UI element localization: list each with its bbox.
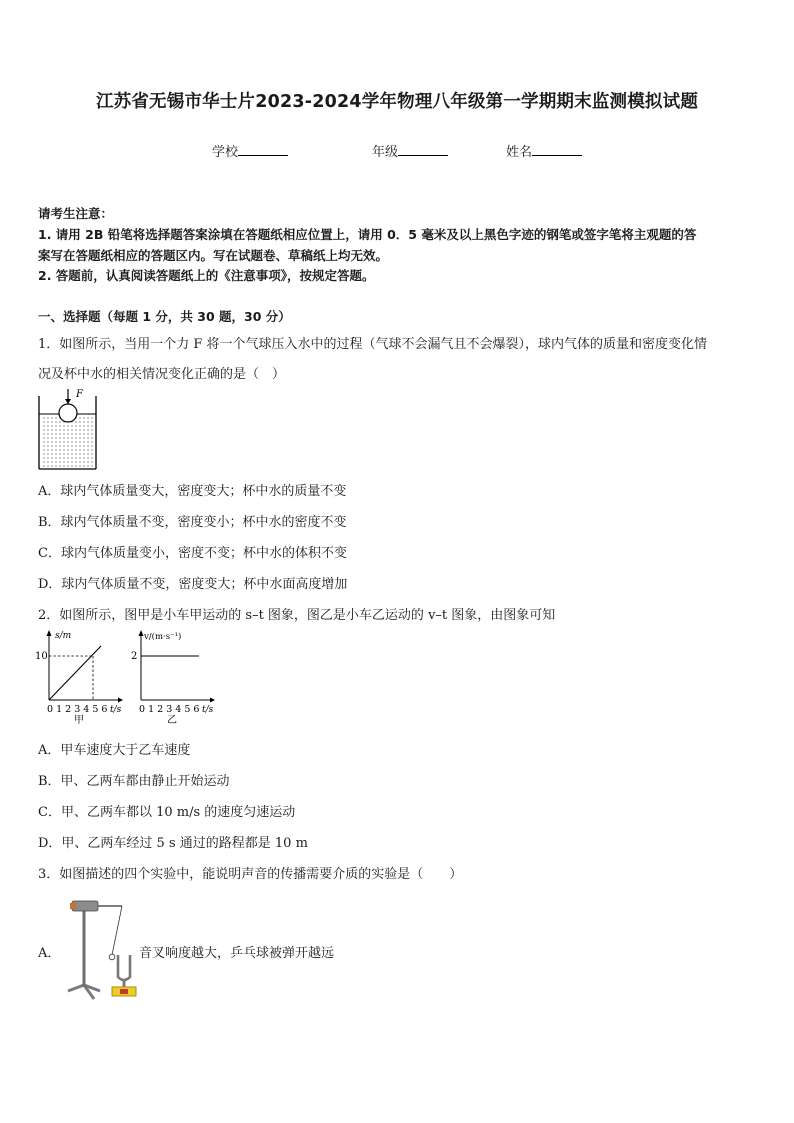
water-dot	[83, 457, 84, 458]
water-dot	[51, 461, 52, 462]
water-dot	[67, 457, 68, 458]
water-dot	[63, 445, 64, 446]
school-label: 学校	[212, 145, 239, 160]
water-dot	[79, 433, 80, 434]
q3-stem: 3．如图描述的四个实验中，能说明声音的传播需要介质的实验是（ ）	[38, 867, 463, 882]
water-dot	[91, 429, 92, 430]
page-title: 江苏省无锡市华士片2023-2024学年物理八年级第一学期期末监测模拟试题	[95, 92, 699, 112]
q2-option-d: D．甲、乙两车经过 5 s 通过的路程都是 10 m	[38, 836, 308, 851]
water-dot	[47, 461, 48, 462]
notice-line-3: 2. 答题前，认真阅读答题纸上的《注意事项》，按规定答题。	[38, 268, 375, 283]
q2-stem: 2．如图所示，图甲是小车甲运动的 s–t 图象，图乙是小车乙运动的 v–t 图象，由图象可知	[38, 608, 556, 623]
water-dot	[43, 441, 44, 442]
water-dot	[55, 449, 56, 450]
water-dot	[51, 425, 52, 426]
water-dot	[59, 461, 60, 462]
q2-option-b: B．甲、乙两车都由静止开始运动	[38, 774, 230, 789]
water-dot	[87, 417, 88, 418]
water-dot	[59, 433, 60, 434]
water-dot	[91, 453, 92, 454]
water-dot	[47, 417, 48, 418]
water-dot	[43, 445, 44, 446]
water-dot	[47, 429, 48, 430]
name-label: 姓名	[506, 145, 533, 160]
water-dot	[83, 433, 84, 434]
water-dot	[67, 433, 68, 434]
water-dot	[63, 425, 64, 426]
water-dot	[87, 457, 88, 458]
q2-st-graph	[34, 628, 124, 728]
notice-heading: 请考生注意：	[38, 206, 114, 221]
q1-stem-line-1: 1．如图所示，当用一个力 F 将一个气球压入水中的过程（气球不会漏气且不会爆裂），球内气体的质量和密度变化情	[38, 337, 708, 352]
water-dot	[51, 465, 52, 466]
grade-label: 年级	[372, 145, 399, 160]
water-dot	[67, 445, 68, 446]
vt-ylabel: v/(m·s⁻¹)	[144, 632, 182, 642]
q2-vt-graph	[126, 628, 216, 728]
st-xticks: 0 1 2 3 4 5 6	[47, 704, 108, 715]
water-dot	[59, 421, 60, 422]
q3-option-a-letter: A．	[38, 946, 61, 961]
water-dot	[91, 437, 92, 438]
water-dot	[87, 453, 88, 454]
tuning-fork-apparatus-figure	[60, 895, 142, 1003]
water-dot	[83, 429, 84, 430]
water-dot	[79, 417, 80, 418]
water-dot	[87, 449, 88, 450]
water-dot	[43, 417, 44, 418]
water-dot	[59, 429, 60, 430]
water-dot	[83, 425, 84, 426]
water-dot	[91, 425, 92, 426]
water-dot	[51, 453, 52, 454]
water-dot	[67, 425, 68, 426]
st-caption: 甲	[74, 715, 84, 726]
water-dot	[59, 425, 60, 426]
water-dot	[87, 425, 88, 426]
water-dot	[67, 441, 68, 442]
water-dot	[71, 441, 72, 442]
water-dot	[55, 429, 56, 430]
water-dot	[71, 429, 72, 430]
notice-line-2: 案写在答题纸相应的答题区内。写在试题卷、草稿纸上均无效。	[38, 248, 389, 263]
water-dot	[63, 429, 64, 430]
water-dot	[71, 433, 72, 434]
water-dot	[51, 429, 52, 430]
water-dot	[43, 461, 44, 462]
water-dot	[63, 441, 64, 442]
water-dot	[67, 461, 68, 462]
water-dot	[79, 449, 80, 450]
q3-option-a-text: 音叉响度越大，乒乓球被弹开越远	[139, 946, 335, 961]
water-dot	[51, 441, 52, 442]
water-dot	[91, 465, 92, 466]
water-dot	[79, 425, 80, 426]
water-dot	[43, 421, 44, 422]
water-dot	[47, 421, 48, 422]
notice-line-1: 1. 请用 2B 铅笔将选择题答案涂填在答题纸相应位置上，请用 0．5 毫米及以上黑色字迹的钢笔或签字笔将主观题的答	[38, 227, 697, 242]
q2-option-c: C．甲、乙两车都以 10 m/s 的速度匀速运动	[38, 805, 296, 820]
q1-beaker-figure	[36, 388, 100, 472]
water-dot	[51, 433, 52, 434]
water-dot	[79, 421, 80, 422]
water-dot	[51, 457, 52, 458]
water-dot	[75, 421, 76, 422]
water-dot	[83, 421, 84, 422]
water-dot	[59, 437, 60, 438]
water-dot	[79, 457, 80, 458]
water-dot	[51, 421, 52, 422]
water-dot	[83, 461, 84, 462]
water-dot	[91, 441, 92, 442]
water-dot	[75, 429, 76, 430]
water-dot	[55, 437, 56, 438]
water-dot	[43, 437, 44, 438]
q1-option-c: C．球内气体质量变小，密度不变；杯中水的体积不变	[38, 546, 347, 561]
water-dot	[75, 425, 76, 426]
water-dot	[75, 457, 76, 458]
water-dot	[55, 453, 56, 454]
water-dot	[43, 449, 44, 450]
water-dot	[59, 449, 60, 450]
water-dot	[75, 461, 76, 462]
water-dot	[71, 453, 72, 454]
water-dot	[55, 461, 56, 462]
q1-option-b: B．球内气体质量不变，密度变小；杯中水的密度不变	[38, 515, 347, 530]
water-dot	[79, 465, 80, 466]
water-dot	[87, 441, 88, 442]
water-dot	[59, 465, 60, 466]
water-dot	[63, 437, 64, 438]
water-dot	[51, 417, 52, 418]
water-dot	[79, 461, 80, 462]
water-dot	[87, 433, 88, 434]
water-dot	[67, 465, 68, 466]
water-dot	[91, 457, 92, 458]
water-dot	[47, 425, 48, 426]
water-dot	[71, 461, 72, 462]
water-dot	[71, 425, 72, 426]
water-dot	[43, 457, 44, 458]
water-dot	[43, 433, 44, 434]
water-dot	[63, 449, 64, 450]
water-dot	[79, 429, 80, 430]
school-field	[212, 141, 288, 160]
water-dot	[51, 445, 52, 446]
water-dot	[55, 425, 56, 426]
q1-option-a: A．球内气体质量变大，密度变大；杯中水的质量不变	[38, 484, 347, 499]
water-dot	[75, 441, 76, 442]
water-dot	[63, 433, 64, 434]
water-dot	[55, 433, 56, 434]
water-dot	[87, 465, 88, 466]
water-dot	[47, 453, 48, 454]
water-dot	[59, 441, 60, 442]
vt-xticks: 0 1 2 3 4 5 6	[139, 704, 200, 715]
vt-ytick: 2	[131, 651, 138, 662]
water-dot	[83, 437, 84, 438]
water-dot	[63, 453, 64, 454]
q2-option-a: A．甲车速度大于乙车速度	[38, 743, 191, 758]
water-dot	[79, 453, 80, 454]
water-dot	[71, 449, 72, 450]
water-dot	[63, 457, 64, 458]
vt-xlabel: t/s	[202, 705, 214, 715]
grade-blank	[398, 143, 448, 156]
water-dot	[91, 445, 92, 446]
water-dot	[87, 461, 88, 462]
water-dot	[71, 457, 72, 458]
water-dot	[87, 437, 88, 438]
water-dot	[67, 437, 68, 438]
water-dot	[87, 429, 88, 430]
water-dot	[43, 425, 44, 426]
water-dot	[83, 417, 84, 418]
water-dot	[71, 465, 72, 466]
water-dot	[91, 421, 92, 422]
st-ylabel: s/m	[55, 631, 72, 641]
water-dot	[59, 453, 60, 454]
water-dot	[47, 433, 48, 434]
water-dot	[47, 465, 48, 466]
water-dot	[47, 437, 48, 438]
grade-field	[372, 141, 448, 160]
water-dot	[79, 437, 80, 438]
section-heading: 一、选择题（每题 1 分，共 30 题，30 分）	[38, 309, 291, 324]
water-dot	[55, 457, 56, 458]
water-dot	[67, 453, 68, 454]
water-dot	[47, 441, 48, 442]
vt-caption: 乙	[167, 715, 177, 726]
water-dot	[47, 445, 48, 446]
water-dot	[43, 429, 44, 430]
school-blank	[238, 143, 288, 156]
water-dot	[67, 429, 68, 430]
water-dot	[63, 461, 64, 462]
water-dot	[75, 465, 76, 466]
water-dot	[71, 445, 72, 446]
water-dot	[91, 461, 92, 462]
name-blank	[532, 143, 582, 156]
water-dot	[55, 417, 56, 418]
water-dot	[55, 465, 56, 466]
water-dot	[79, 441, 80, 442]
water-dot	[83, 449, 84, 450]
water-dot	[51, 437, 52, 438]
water-dot	[47, 449, 48, 450]
q1-stem-line-2: 况及杯中水的相关情况变化正确的是（ ）	[38, 367, 286, 382]
water-dot	[83, 441, 84, 442]
water-dot	[55, 441, 56, 442]
water-dot	[67, 449, 68, 450]
water-dot	[59, 445, 60, 446]
water-dot	[55, 421, 56, 422]
water-dot	[83, 445, 84, 446]
water-dot	[71, 437, 72, 438]
water-dot	[83, 465, 84, 466]
water-dot	[63, 465, 64, 466]
water-dot	[47, 457, 48, 458]
force-label: F	[76, 389, 83, 400]
water-dot	[75, 437, 76, 438]
st-xlabel: t/s	[110, 705, 122, 715]
water-dot	[75, 449, 76, 450]
water-dot	[75, 433, 76, 434]
water-dot	[43, 465, 44, 466]
water-dot	[75, 453, 76, 454]
water-dot	[87, 421, 88, 422]
water-dot	[83, 453, 84, 454]
water-dot	[79, 445, 80, 446]
water-dot	[59, 457, 60, 458]
water-dot	[51, 449, 52, 450]
water-dot	[91, 449, 92, 450]
water-dot	[87, 445, 88, 446]
q1-option-d: D．球内气体质量不变，密度变大；杯中水面高度增加	[38, 577, 348, 592]
water-dot	[43, 453, 44, 454]
name-field	[506, 141, 582, 160]
water-dot	[91, 433, 92, 434]
water-dot	[91, 417, 92, 418]
water-dot	[55, 445, 56, 446]
water-dot	[75, 445, 76, 446]
st-ytick: 10	[35, 651, 48, 662]
